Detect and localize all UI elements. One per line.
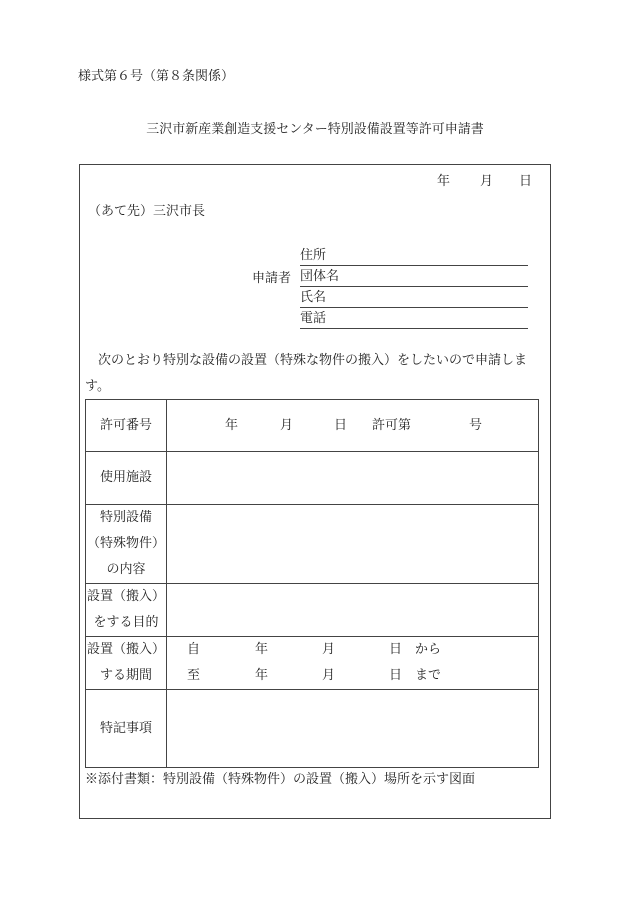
applicant-organization-field[interactable] xyxy=(300,269,528,287)
permit-number-suffix: 号 xyxy=(469,418,483,433)
period-to-month-label: 月 xyxy=(322,668,336,683)
special-equipment-row xyxy=(86,505,539,584)
purpose-label-line1: 設置（搬入） xyxy=(86,589,165,604)
remarks-label: 特記事項 xyxy=(86,690,167,768)
date-day-label: 日 xyxy=(519,174,533,189)
remarks-value[interactable] xyxy=(167,690,539,768)
period-to-prefix: 至 xyxy=(187,668,201,683)
purpose-value[interactable] xyxy=(167,584,539,637)
facility-value[interactable] xyxy=(167,452,539,505)
period-to-year-label: 年 xyxy=(255,668,269,683)
date-year-label: 年 xyxy=(437,174,451,189)
applicant-phone-field[interactable] xyxy=(300,311,528,329)
period-label xyxy=(86,637,167,690)
period-from-day-label: 日 xyxy=(389,642,403,657)
special-equipment-label xyxy=(86,505,167,584)
permit-number-label: 許可番号 xyxy=(86,400,167,452)
facility-label: 使用施設 xyxy=(86,452,167,505)
special-equipment-value[interactable] xyxy=(167,505,539,584)
purpose-label-line2: をする目的 xyxy=(93,615,159,630)
period-value[interactable] xyxy=(167,637,539,690)
period-to-suffix: まで xyxy=(415,668,442,683)
purpose-label xyxy=(86,584,167,637)
special-equipment-label-line1: 特別設備 xyxy=(99,510,152,525)
special-equipment-label-line2: （特殊物件） xyxy=(86,536,165,551)
permit-number-row xyxy=(86,400,539,452)
permit-prefix: 許可第 xyxy=(372,418,412,433)
date-month-label: 月 xyxy=(480,174,494,189)
organization-label: 団体名 xyxy=(300,269,340,284)
permit-month-label: 月 xyxy=(280,418,294,433)
period-label-line1: 設置（搬入） xyxy=(86,642,165,657)
period-label-line2: する期間 xyxy=(99,668,152,683)
applicant-label: 申請者 xyxy=(252,271,292,286)
facility-row xyxy=(86,452,539,505)
period-from-year-label: 年 xyxy=(255,642,269,657)
period-from-month-label: 月 xyxy=(322,642,336,657)
period-to-day-label: 日 xyxy=(389,668,403,683)
phone-label: 電話 xyxy=(300,311,327,326)
form-number: 様式第６号（第８条関係） xyxy=(78,69,235,84)
application-table xyxy=(85,399,539,768)
purpose-row xyxy=(86,584,539,637)
period-row xyxy=(86,637,539,690)
attachment-footnote: ※添付書類：特別設備（特殊物件）の設置（搬入）場所を示す図面 xyxy=(85,772,476,787)
applicant-address-field[interactable] xyxy=(300,248,528,266)
permit-number-value[interactable] xyxy=(167,400,539,452)
permit-year-label: 年 xyxy=(225,418,239,433)
address-label: 住所 xyxy=(300,248,327,263)
period-from-suffix: から xyxy=(415,642,442,657)
period-from-prefix: 自 xyxy=(187,642,201,657)
special-equipment-label-line3: の内容 xyxy=(106,562,146,577)
permit-day-label: 日 xyxy=(334,418,348,433)
addressee: （あて先）三沢市長 xyxy=(88,204,206,219)
name-label: 氏名 xyxy=(300,290,327,305)
remarks-row xyxy=(86,690,539,768)
application-statement: 次のとおり特別な設備の設置（特殊な物件の搬入）をしたいので申請します。 xyxy=(85,353,528,394)
applicant-name-field[interactable] xyxy=(300,290,528,308)
document-title: 三沢市新産業創造支援センター特別設備設置等許可申請書 xyxy=(146,122,484,137)
